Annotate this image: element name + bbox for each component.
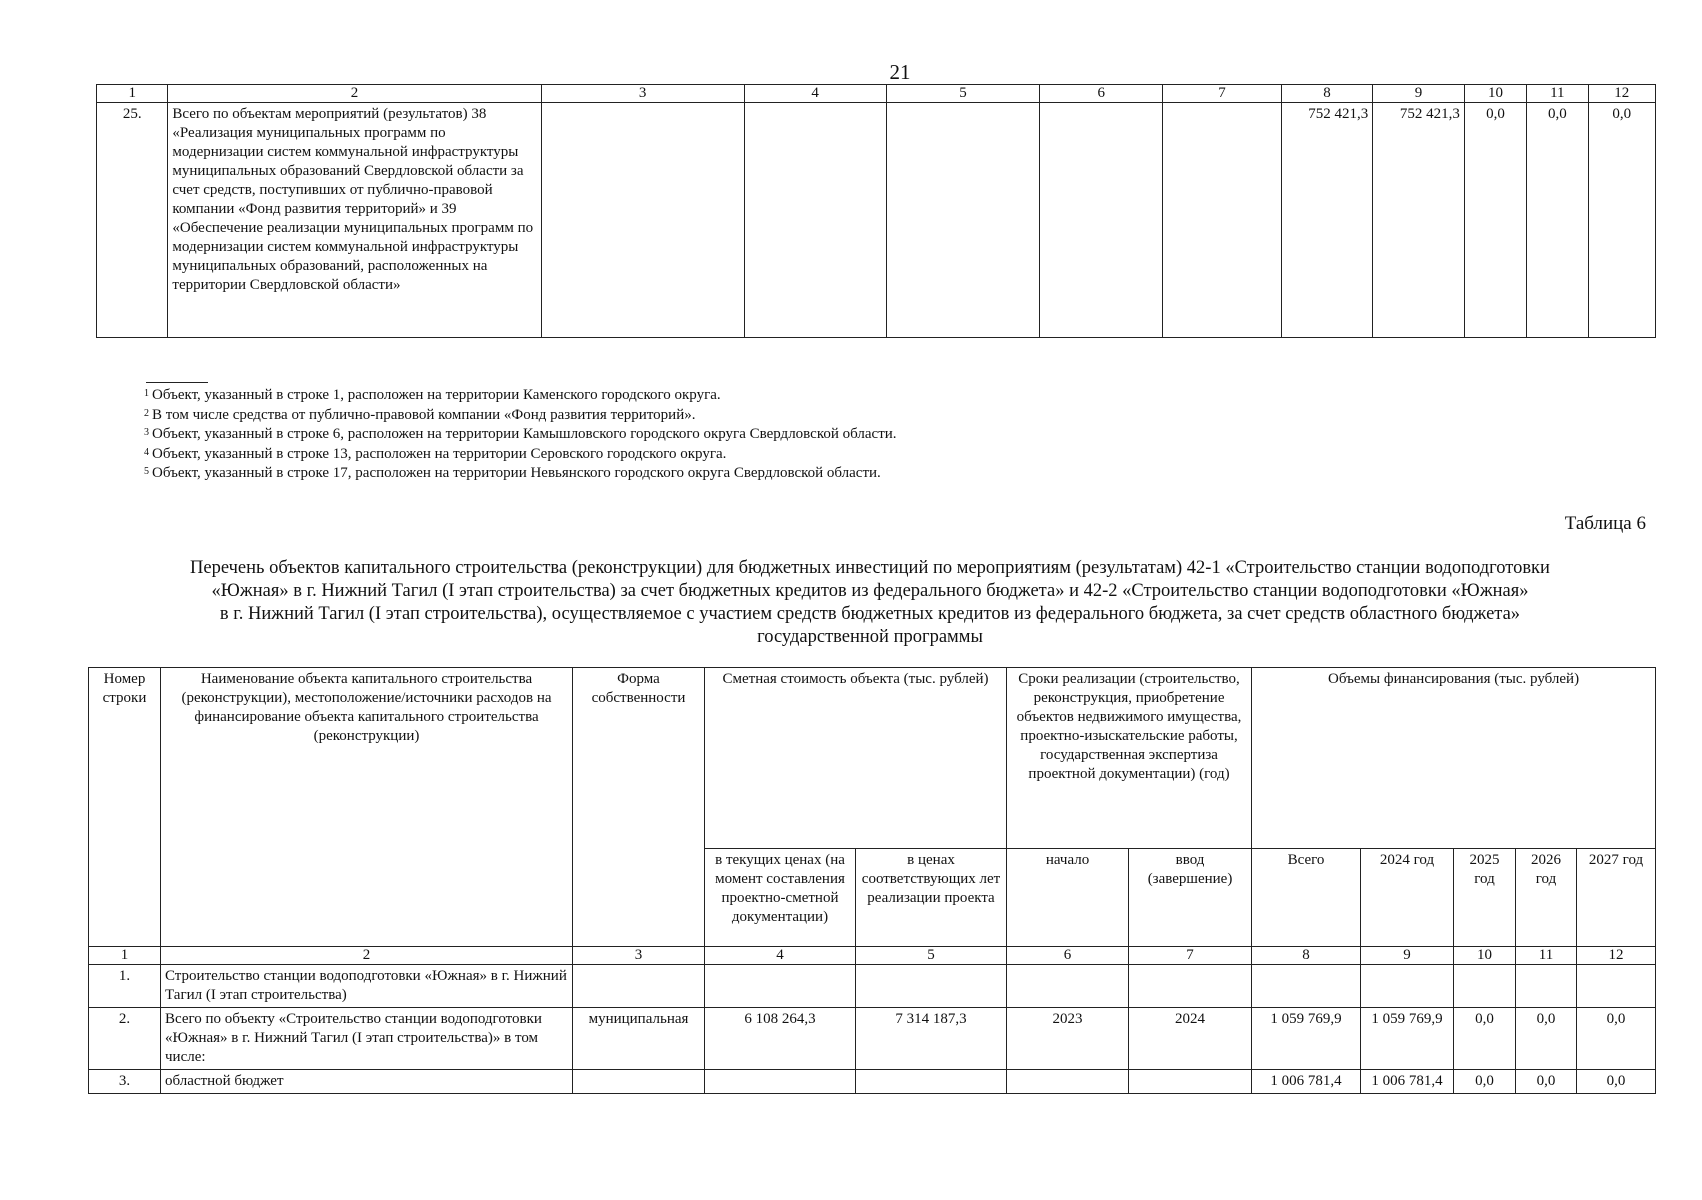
row-end: 2024: [1129, 1008, 1252, 1070]
table-heading: [120, 557, 1620, 649]
table-label: Таблица 6: [1564, 513, 1646, 534]
col-num-11: 11: [1527, 85, 1588, 103]
row-2027: 0,0: [1577, 1008, 1656, 1070]
header-2026: 2026 год: [1516, 849, 1577, 947]
col-num-12: 12: [1588, 85, 1655, 103]
footnote-1: $^1$ Объект, указанный в строке 1, расположен на территории Каменского городского округа.: [144, 387, 721, 403]
row-end: [1129, 965, 1252, 1008]
header-estimated-cost: Сметная стоимость объекта (тыс. рублей): [705, 668, 1007, 849]
header-end: ввод (завершение): [1129, 849, 1252, 947]
row-ownership: [573, 965, 705, 1008]
header-funding: Объемы финансирования (тыс. рублей): [1252, 668, 1656, 849]
header-terms: Сроки реализации (строительство, реконструкция, приобретение объектов недвижимого имущества, проектно-изыскательские работы, государственная экспертиза проектной документации) (год): [1007, 668, 1252, 849]
row-2024: 1 006 781,4: [1361, 1070, 1454, 1094]
row-name: Всего по объектам мероприятий (результатов) 38 «Реализация муниципальных программ по модернизации систем коммунальной инфраструктуры муниципальных образований Свердловской области за счет средств, поступивших от публично-правовой компании «Фонд развития территорий» и 39 «Обеспечение реализации муниципальных программ по модернизации систем коммунальной инфраструктуры муниципальных образований, расположенных на территории Свердловской области»: [168, 103, 541, 338]
row-start: 2023: [1007, 1008, 1129, 1070]
col-num-11: 11: [1516, 947, 1577, 965]
row-total: 1 006 781,4: [1252, 1070, 1361, 1094]
cell-c11: 0,0: [1527, 103, 1588, 338]
row-2025: [1454, 965, 1516, 1008]
footnote-4: $^4$ Объект, указанный в строке 13, расположен на территории Серовского городского округа.: [144, 445, 727, 462]
row-cost-current: [705, 1070, 856, 1094]
row-end: [1129, 1070, 1252, 1094]
row-cost-years: [856, 1070, 1007, 1094]
col-num-2: 2: [168, 85, 541, 103]
col-num-8: 8: [1281, 85, 1373, 103]
col-num-4: 4: [705, 947, 856, 965]
col-num-7: 7: [1129, 947, 1252, 965]
col-num-10: 10: [1464, 85, 1526, 103]
col-num-1: 1: [89, 947, 161, 965]
row-cost-years: 7 314 187,3: [856, 1008, 1007, 1070]
header-cost-current: в текущих ценах (на момент составления проектно-сметной документации): [705, 849, 856, 947]
cell-c5: [886, 103, 1040, 338]
col-num-4: 4: [744, 85, 886, 103]
table-row: [89, 1070, 1656, 1094]
header-start: начало: [1007, 849, 1129, 947]
col-num-5: 5: [856, 947, 1007, 965]
cell-c7: [1163, 103, 1282, 338]
col-num-9: 9: [1361, 947, 1454, 965]
row-name: областной бюджет: [161, 1070, 573, 1094]
cell-c8: 752 421,3: [1281, 103, 1373, 338]
table-row: [89, 1008, 1656, 1070]
col-num-3: 3: [573, 947, 705, 965]
row-2025: 0,0: [1454, 1070, 1516, 1094]
col-num-2: 2: [161, 947, 573, 965]
row-start: [1007, 965, 1129, 1008]
row-cost-current: [705, 965, 856, 1008]
header-cost-years: в ценах соответствующих лет реализации проекта: [856, 849, 1007, 947]
row-2024: 1 059 769,9: [1361, 1008, 1454, 1070]
row-2025: 0,0: [1454, 1008, 1516, 1070]
heading-line-2: «Южная» в г. Нижний Тагил (I этап строительства) за счет бюджетных кредитов из федерального бюджета» и 42-2 «Строительство станции водоподготовки «Южная»: [211, 581, 1529, 601]
footnote-2: $^2$ В том числе средства от публично-правовой компании «Фонд развития территорий».: [144, 406, 696, 423]
header-object-name: Наименование объекта капитального строительства (реконструкции), местоположение/источники расходов на финансирование объекта капитального строительства (реконструкции): [161, 668, 573, 947]
cell-c4: [744, 103, 886, 338]
row-name: Всего по объекту «Строительство станции водоподготовки «Южная» в г. Нижний Тагил (I этап строительства)» в том числе:: [161, 1008, 573, 1070]
header-ownership: Форма собственности: [573, 668, 705, 947]
row-cost-years: [856, 965, 1007, 1008]
row-total: 1 059 769,9: [1252, 1008, 1361, 1070]
row-name: Строительство станции водоподготовки «Южная» в г. Нижний Тагил (I этап строительства): [161, 965, 573, 1008]
row-total: [1252, 965, 1361, 1008]
row-number: 2.: [89, 1008, 161, 1070]
col-num-12: 12: [1577, 947, 1656, 965]
row-2026: [1516, 965, 1577, 1008]
row-start: [1007, 1070, 1129, 1094]
header-2027: 2027 год: [1577, 849, 1656, 947]
column-number-row: [89, 947, 1656, 965]
row-cost-current: 6 108 264,3: [705, 1008, 856, 1070]
row-2027: 0,0: [1577, 1070, 1656, 1094]
col-num-6: 6: [1040, 85, 1163, 103]
row-2027: [1577, 965, 1656, 1008]
row-number: 25.: [97, 103, 168, 338]
column-number-row: [97, 85, 1656, 103]
cell-c6: [1040, 103, 1163, 338]
row-2024: [1361, 965, 1454, 1008]
header-2025: 2025 год: [1454, 849, 1516, 947]
col-num-8: 8: [1252, 947, 1361, 965]
col-num-3: 3: [541, 85, 744, 103]
row-ownership: [573, 1070, 705, 1094]
row-number: 1.: [89, 965, 161, 1008]
row-ownership: муниципальная: [573, 1008, 705, 1070]
col-num-1: 1: [97, 85, 168, 103]
cell-c3: [541, 103, 744, 338]
header-row-1: [89, 668, 1656, 849]
row-number: 3.: [89, 1070, 161, 1094]
row-2026: 0,0: [1516, 1070, 1577, 1094]
header-2024: 2024 год: [1361, 849, 1454, 947]
continuation-table: [96, 84, 1656, 338]
footnote-3: $^3$ Объект, указанный в строке 6, расположен на территории Камышловского городского округа Свердловской области.: [144, 426, 897, 442]
heading-line-4: государственной программы: [757, 627, 983, 647]
header-total: Всего: [1252, 849, 1361, 947]
footnotes: [144, 386, 897, 484]
table-row: [89, 965, 1656, 1008]
footnote-divider: [146, 382, 208, 383]
col-num-6: 6: [1007, 947, 1129, 965]
heading-line-1: Перечень объектов капитального строительства (реконструкции) для бюджетных инвестиций по мероприятиям (результатам) 42-1 «Строительство станции водоподготовки: [190, 558, 1550, 578]
col-num-7: 7: [1163, 85, 1282, 103]
col-num-9: 9: [1373, 85, 1465, 103]
header-row-number: Номер строки: [89, 668, 161, 947]
page-number: 21: [889, 60, 911, 84]
footnote-5: $^5$ Объект, указанный в строке 17, расположен на территории Невьянского городского округа Свердловской области.: [144, 465, 881, 481]
table-6: [88, 667, 1656, 1094]
heading-line-3: в г. Нижний Тагил (I этап строительства), осуществляемое с участием средств бюджетных кредитов из федерального бюджета, за счет средств областного бюджета»: [219, 604, 1521, 624]
row-2026: 0,0: [1516, 1008, 1577, 1070]
cell-c9: 752 421,3: [1373, 103, 1465, 338]
col-num-10: 10: [1454, 947, 1516, 965]
cell-c12: 0,0: [1588, 103, 1655, 338]
col-num-5: 5: [886, 85, 1040, 103]
cell-c10: 0,0: [1464, 103, 1526, 338]
table-row: [97, 103, 1656, 338]
